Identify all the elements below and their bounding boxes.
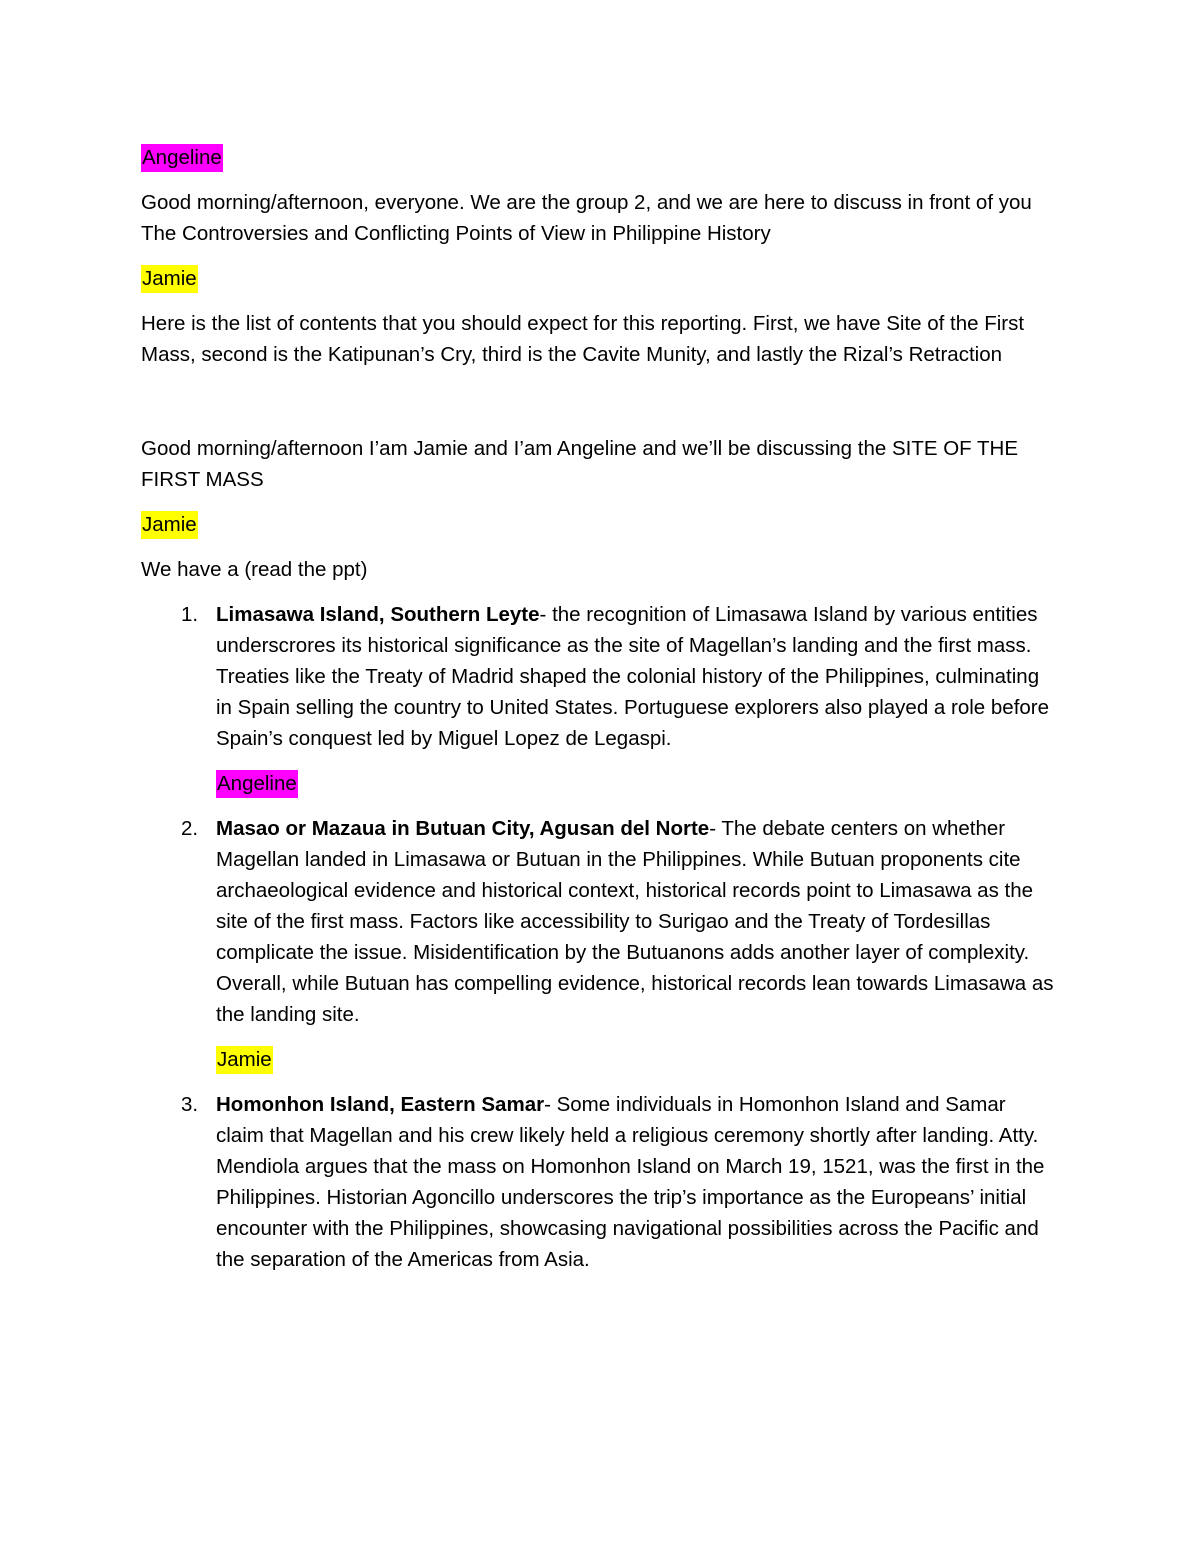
spacer (141, 495, 1056, 509)
spacer (141, 173, 1056, 187)
greeting-paragraph: Good morning/afternoon I’am Jamie and I’am Angeline and we’ll be discussing the SITE OF THE FIRST MASS (141, 437, 1019, 491)
list-number: 1. (181, 603, 199, 626)
speaker-label (141, 142, 1056, 173)
speaker-name-highlight: Jamie (216, 1046, 273, 1074)
speaker-label (141, 768, 1056, 799)
list-text: - Some individuals in Homonhon Island and Samar claim that Magellan and his crew likely held a religious ceremony shortly after landing. Atty. Mendiola argues that the mass on Homonhon Island on March 19, 1521, was the first in the Philippines. Historian Agoncillo underscores the trip’s importance as the Europeans’ initial encounter with the Philippines, showcasing navigational possibilities across the Pacific and the separation of the Americas from Asia. (216, 1093, 1045, 1271)
intro-paragraph: Good morning/afternoon, everyone. We are the group 2, and we are here to discuss in front of you The Controversies and Conflicting Points of View in Philippine History (141, 191, 1032, 245)
list-term: Limasawa Island, Southern Leyte (216, 603, 540, 626)
speaker-name-highlight: Jamie (141, 511, 198, 539)
list-term: Homonhon Island, Eastern Samar (216, 1093, 545, 1116)
spacer (141, 585, 1056, 599)
contents-paragraph: Here is the list of contents that you should expect for this reporting. First, we have Site of the First Mass, second is the Katipunan’s Cry, third is the Cavite Munity, and lastly the Rizal’s Retraction (141, 312, 1025, 366)
list-text: - the recognition of Limasawa Island by various entities underscrores its historical significance as the site of Magellan’s landing and the first mass. Treaties like the Treaty of Madrid shaped the colonial history of the Philippines, culminating in Spain selling the country to United States. Portuguese explorers also played a role before Spain’s conquest led by Miguel Lopez de Legaspi. (216, 603, 1050, 750)
speaker-label (141, 1044, 1056, 1075)
list-text: - The debate centers on whether Magellan landed in Limasawa or Butuan in the Philippines. While Butuan proponents cite archaeological evidence and historical context, historical records point to Limasawa as the site of the first mass. Factors like accessibility to Surigao and the Treaty of Tordesillas complicate the issue. Misidentification by the Butuanons adds another layer of complexity. Overall, while Butuan has compelling evidence, historical records lean towards Limasawa as the landing site. (216, 817, 1054, 1026)
list-number: 3. (181, 1093, 199, 1116)
list-item (141, 813, 1056, 1030)
list-item (141, 599, 1056, 754)
spacer (141, 294, 1056, 308)
spacer (141, 799, 1056, 813)
spacer (141, 1075, 1056, 1089)
speaker-label (141, 509, 1056, 540)
spacer (141, 540, 1056, 554)
speaker-name-highlight: Angeline (216, 770, 298, 798)
spacer (141, 370, 1056, 433)
spacer (141, 1030, 1056, 1044)
list-item (141, 1089, 1056, 1275)
speaker-name-highlight: Jamie (141, 265, 198, 293)
intro-list-paragraph: We have a (read the ppt) (141, 558, 368, 581)
list-term: Masao or Mazaua in Butuan City, Agusan del Norte (216, 817, 710, 840)
spacer (141, 249, 1056, 263)
speaker-name-highlight: Angeline (141, 144, 223, 172)
spacer (141, 754, 1056, 768)
speaker-label (141, 263, 1056, 294)
numbered-list (141, 599, 1056, 1275)
document-page (141, 142, 1056, 1275)
list-number: 2. (181, 817, 199, 840)
